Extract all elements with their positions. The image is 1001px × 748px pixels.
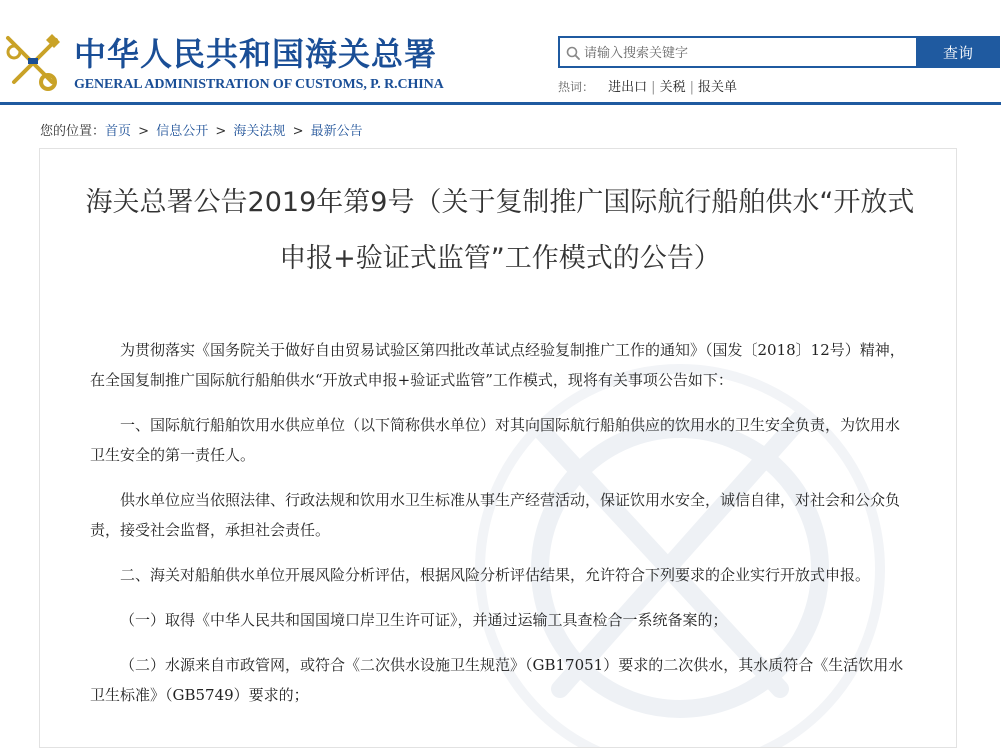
- article-paragraph: 供水单位应当依照法律、行政法规和饮用水卫生标准从事生产经营活动，保证饮用水安全，诚信自律，对社会和公众负责，接受社会监督，承担社会责任。: [90, 491, 901, 539]
- breadcrumb-prefix: 您的位置：: [40, 124, 106, 139]
- breadcrumb-latest-notice[interactable]: 最新公告: [310, 124, 363, 139]
- breadcrumb-info-public[interactable]: 信息公开: [156, 124, 209, 139]
- article-panel: [39, 148, 957, 748]
- breadcrumb-separator: >: [138, 124, 150, 139]
- search-icon: [566, 46, 580, 60]
- site-subtitle: GENERAL ADMINISTRATION OF CUSTOMS, P. R.CHINA: [74, 77, 444, 92]
- breadcrumb-customs-law[interactable]: 海关法规: [233, 124, 286, 139]
- breadcrumb: [40, 120, 363, 139]
- hot-word-divider: |: [651, 80, 656, 95]
- breadcrumb-separator: >: [215, 124, 227, 139]
- article-paragraph: 为贯彻落实《国务院关于做好自由贸易试验区第四批改革试点经验复制推广工作的通知》（国发〔2018〕12号）精神，在全国复制推广国际航行船舶供水“开放式申报+验证式监管”工作模式，现将有关事项公告如下：: [90, 341, 905, 389]
- breadcrumb-separator: >: [292, 124, 304, 139]
- hot-word-link[interactable]: 报关单: [697, 80, 737, 95]
- hot-word-link[interactable]: 进出口: [608, 80, 648, 95]
- site-title[interactable]: 中华人民共和国海关总署: [74, 35, 438, 73]
- hot-words: [558, 76, 741, 95]
- article-title: 海关总署公告2019年第9号（关于复制推广国际航行船舶供水“开放式申报+验证式监管”工作模式的公告）: [85, 187, 915, 274]
- article-paragraph: 一、国际航行船舶饮用水供应单位（以下简称供水单位）对其向国际航行船舶供应的饮用水的卫生安全负责，为饮用水卫生安全的第一责任人。: [90, 416, 901, 464]
- site-header: [0, 0, 1001, 104]
- search-input[interactable]: [584, 42, 904, 64]
- search-button[interactable]: 查询: [916, 36, 1000, 68]
- article-paragraph: 二、海关对船舶供水单位开展风险分析评估，根据风险分析评估结果，允许符合下列要求的企业实行开放式申报。: [120, 566, 871, 584]
- hot-word-divider: |: [689, 80, 694, 95]
- header-divider: [0, 102, 1001, 105]
- article-paragraph: （二）水源来自市政管网，或符合《二次供水设施卫生规范》（GB17051）要求的二次供水，其水质符合《生活饮用水卫生标准》（GB5749）要求的；: [90, 656, 904, 704]
- customs-emblem-icon[interactable]: [2, 28, 64, 92]
- hot-words-label: 热词：: [558, 80, 595, 94]
- breadcrumb-home[interactable]: 首页: [105, 124, 132, 139]
- article-body: [90, 335, 910, 725]
- search-box: [558, 36, 916, 68]
- article-paragraph: （一）取得《中华人民共和国国境口岸卫生许可证》，并通过运输工具查检合一系统备案的；: [120, 611, 728, 629]
- hot-word-link[interactable]: 关税: [659, 80, 686, 95]
